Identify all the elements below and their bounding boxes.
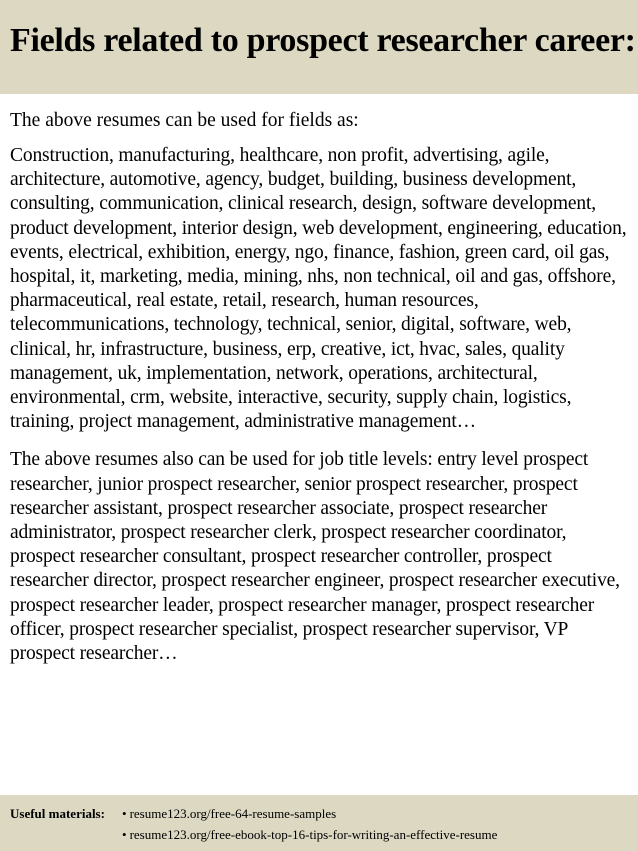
footer-row-1 — [10, 803, 638, 824]
job-levels-paragraph: The above resumes also can be used for job title levels: entry level prospect researcher, junior prospect researcher, senior prospect researcher, prospect researcher assistant, prospect researcher associate, prospect researcher administrator, prospect researcher clerk, prospect researcher coordinator, prospect researcher consultant, prospect researcher controller, prospect researcher director, prospect researcher engineer, prospect researcher executive, prospect researcher leader, prospect researcher manager, prospect researcher officer, prospect researcher specialist, prospect researcher supervisor, VP prospect researcher… — [10, 449, 620, 665]
page-title: Fields related to prospect researcher career: — [10, 22, 636, 59]
footer-indent — [10, 824, 122, 845]
footer-label: Useful materials: — [10, 806, 105, 821]
fields-paragraph: Construction, manufacturing, healthcare, non profit, advertising, agile, architecture, automotive, agency, budget, building, business development, consulting, communication, clinical research, design, software development, product development, interior design, web development, engineering, education, events, electrical, exhibition, energy, ngo, finance, fashion, green card, oil gas, hospital, it, marketing, media, mining, nhs, non technical, oil and gas, offshore, pharmaceutical, real estate, retail, research, human resources, telecommunications, technology, technical, senior, digital, software, web, clinical, hr, infrastructure, business, erp, creative, ict, hvac, sales, quality management, uk, implementation, network, operations, architectural, environmental, crm, website, interactive, security, supply chain, logistics, training, project management, administrative management… — [10, 145, 627, 433]
bullet-icon: • — [122, 806, 127, 821]
content-area — [10, 108, 630, 666]
footer-link-ebook-tips[interactable]: resume123.org/free-ebook-top-16-tips-for-writing-an-effective-resume — [129, 827, 498, 842]
bullet-icon: • — [122, 827, 127, 842]
intro-text: The above resumes can be used for fields as: — [10, 110, 359, 131]
title-banner — [0, 0, 638, 94]
footer-banner — [0, 795, 638, 851]
footer-link-resume-samples[interactable]: resume123.org/free-64-resume-samples — [129, 806, 337, 821]
footer-row-2 — [10, 824, 638, 845]
